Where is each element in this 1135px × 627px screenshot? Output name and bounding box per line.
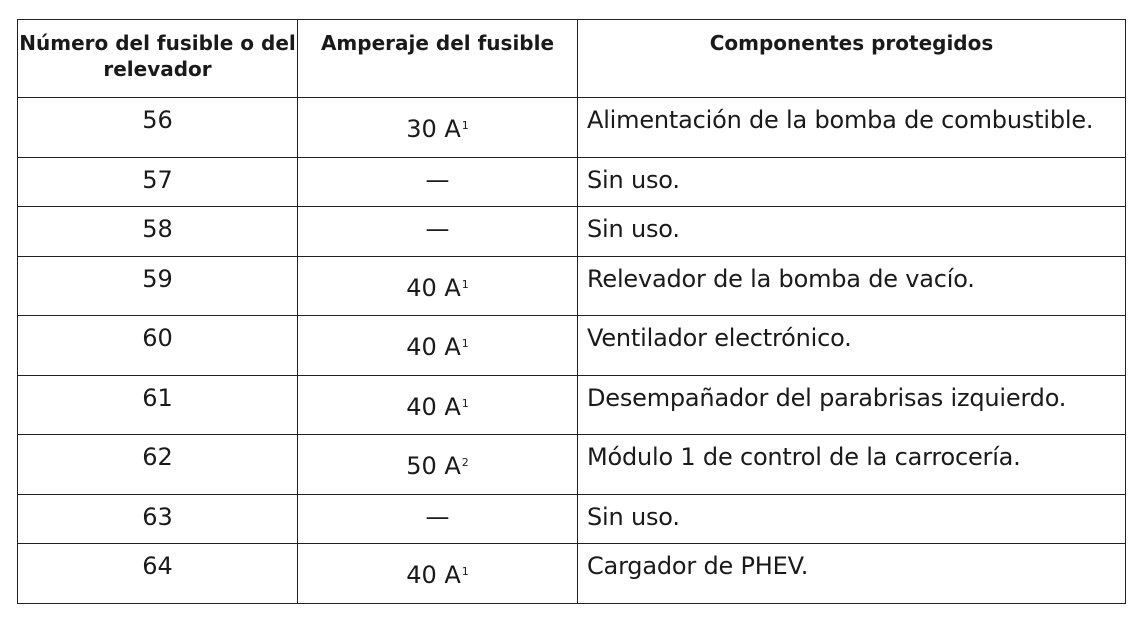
amperage-value: — bbox=[425, 215, 450, 243]
fuse-number-cell: 60 bbox=[18, 316, 298, 376]
fuse-number-cell: 57 bbox=[18, 157, 298, 207]
header-fuse-amperage: Amperaje del fusible bbox=[298, 20, 578, 98]
header-protected-components: Componentes protegidos bbox=[578, 20, 1126, 98]
table-body bbox=[18, 98, 1126, 604]
amperage-cell bbox=[298, 98, 578, 158]
component-cell: Desempañador del parabrisas izquierdo. bbox=[578, 375, 1126, 435]
component-cell: Ventilador electrónico. bbox=[578, 316, 1126, 376]
amperage-value: 30 A bbox=[406, 115, 461, 143]
footnote-marker: 1 bbox=[461, 396, 469, 410]
footnote-marker: 1 bbox=[461, 277, 469, 291]
fuse-number-cell: 61 bbox=[18, 375, 298, 435]
footnote-marker: 1 bbox=[461, 119, 469, 132]
footnote-marker: 1 bbox=[461, 337, 469, 350]
table-row bbox=[18, 435, 1126, 495]
fuse-number-cell: 58 bbox=[18, 207, 298, 257]
component-cell: Módulo 1 de control de la carrocería. bbox=[578, 435, 1126, 495]
amperage-cell bbox=[298, 316, 578, 376]
amperage-cell bbox=[298, 544, 578, 604]
component-cell: Relevador de la bomba de vacío. bbox=[578, 256, 1126, 316]
amperage-value: 50 A bbox=[406, 452, 461, 480]
table-row bbox=[18, 256, 1126, 316]
table-row bbox=[18, 494, 1126, 544]
amperage-value: 40 A bbox=[406, 561, 461, 589]
footnote-marker: 1 bbox=[461, 565, 469, 578]
fuse-number-cell: 64 bbox=[18, 544, 298, 604]
amperage-cell bbox=[298, 256, 578, 316]
fuse-number-cell: 62 bbox=[18, 435, 298, 495]
table-row bbox=[18, 544, 1126, 604]
component-cell: Cargador de PHEV. bbox=[578, 544, 1126, 604]
component-cell: Sin uso. bbox=[578, 157, 1126, 207]
amperage-cell bbox=[298, 494, 578, 544]
amperage-cell bbox=[298, 207, 578, 257]
component-cell: Sin uso. bbox=[578, 494, 1126, 544]
table-header bbox=[18, 20, 1126, 98]
amperage-cell bbox=[298, 375, 578, 435]
table-row bbox=[18, 316, 1126, 376]
amperage-value: — bbox=[425, 165, 450, 194]
table-row bbox=[18, 157, 1126, 207]
table-row bbox=[18, 98, 1126, 158]
amperage-value: 40 A bbox=[406, 392, 461, 421]
table-row bbox=[18, 375, 1126, 435]
table-row bbox=[18, 207, 1126, 257]
amperage-value: 40 A bbox=[406, 273, 461, 302]
amperage-cell bbox=[298, 157, 578, 207]
component-cell: Alimentación de la bomba de combustible. bbox=[578, 98, 1126, 158]
amperage-value: 40 A bbox=[406, 333, 461, 361]
header-fuse-number: Número del fusible o del relevador bbox=[18, 20, 298, 98]
fuse-number-cell: 59 bbox=[18, 256, 298, 316]
footnote-marker: 2 bbox=[461, 456, 469, 469]
amperage-cell bbox=[298, 435, 578, 495]
fuse-table bbox=[17, 19, 1126, 604]
header-row bbox=[18, 20, 1126, 98]
fuse-number-cell: 63 bbox=[18, 494, 298, 544]
amperage-value: — bbox=[425, 502, 450, 531]
fuse-number-cell: 56 bbox=[18, 98, 298, 158]
component-cell: Sin uso. bbox=[578, 207, 1126, 257]
